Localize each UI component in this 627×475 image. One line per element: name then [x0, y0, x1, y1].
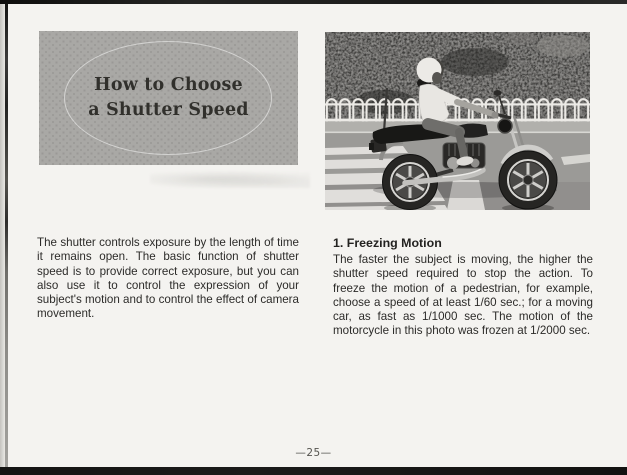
page-title-line-2: a Shutter Speed	[88, 100, 249, 120]
front-wheel	[499, 151, 557, 209]
page-number: —25—	[295, 447, 332, 459]
page-title-line-1: How to Choose	[94, 75, 243, 95]
intro-column	[37, 236, 299, 322]
scan-edge-bottom	[0, 467, 627, 475]
mirror	[494, 90, 502, 96]
rider-shin	[459, 132, 464, 156]
motorcycle-photo	[325, 32, 590, 210]
rider-thigh	[428, 124, 459, 132]
intro-paragraph: The shutter controls exposure by the length of time it remains open. The basic function of shutter speed is to provide correct exposure, but you can also use it to control the expression of your subject's motion and to control the effect of camera movement.	[37, 236, 299, 321]
motorcycle-photo-svg	[325, 32, 590, 210]
chapter-title-card	[39, 31, 298, 165]
headlight	[498, 119, 512, 133]
section-heading: 1. Freezing Motion	[333, 236, 442, 250]
freezing-motion-column	[333, 236, 593, 339]
scan-edge-top	[0, 0, 627, 4]
rider-hand	[492, 112, 499, 119]
scan-smudge	[150, 170, 310, 188]
section-paragraph: The faster the subject is moving, the higher the shutter speed required to stop the action. To freeze the motion of a pedestrian, for example, choose a speed of at least 1/60 sec.; for a moving car, as fast as 1/1000 sec. The motion of the motorcycle in this photo was frozen at 1/2000 sec.	[333, 253, 593, 338]
binding-edge-line	[5, 4, 8, 467]
rider-face	[432, 72, 442, 84]
